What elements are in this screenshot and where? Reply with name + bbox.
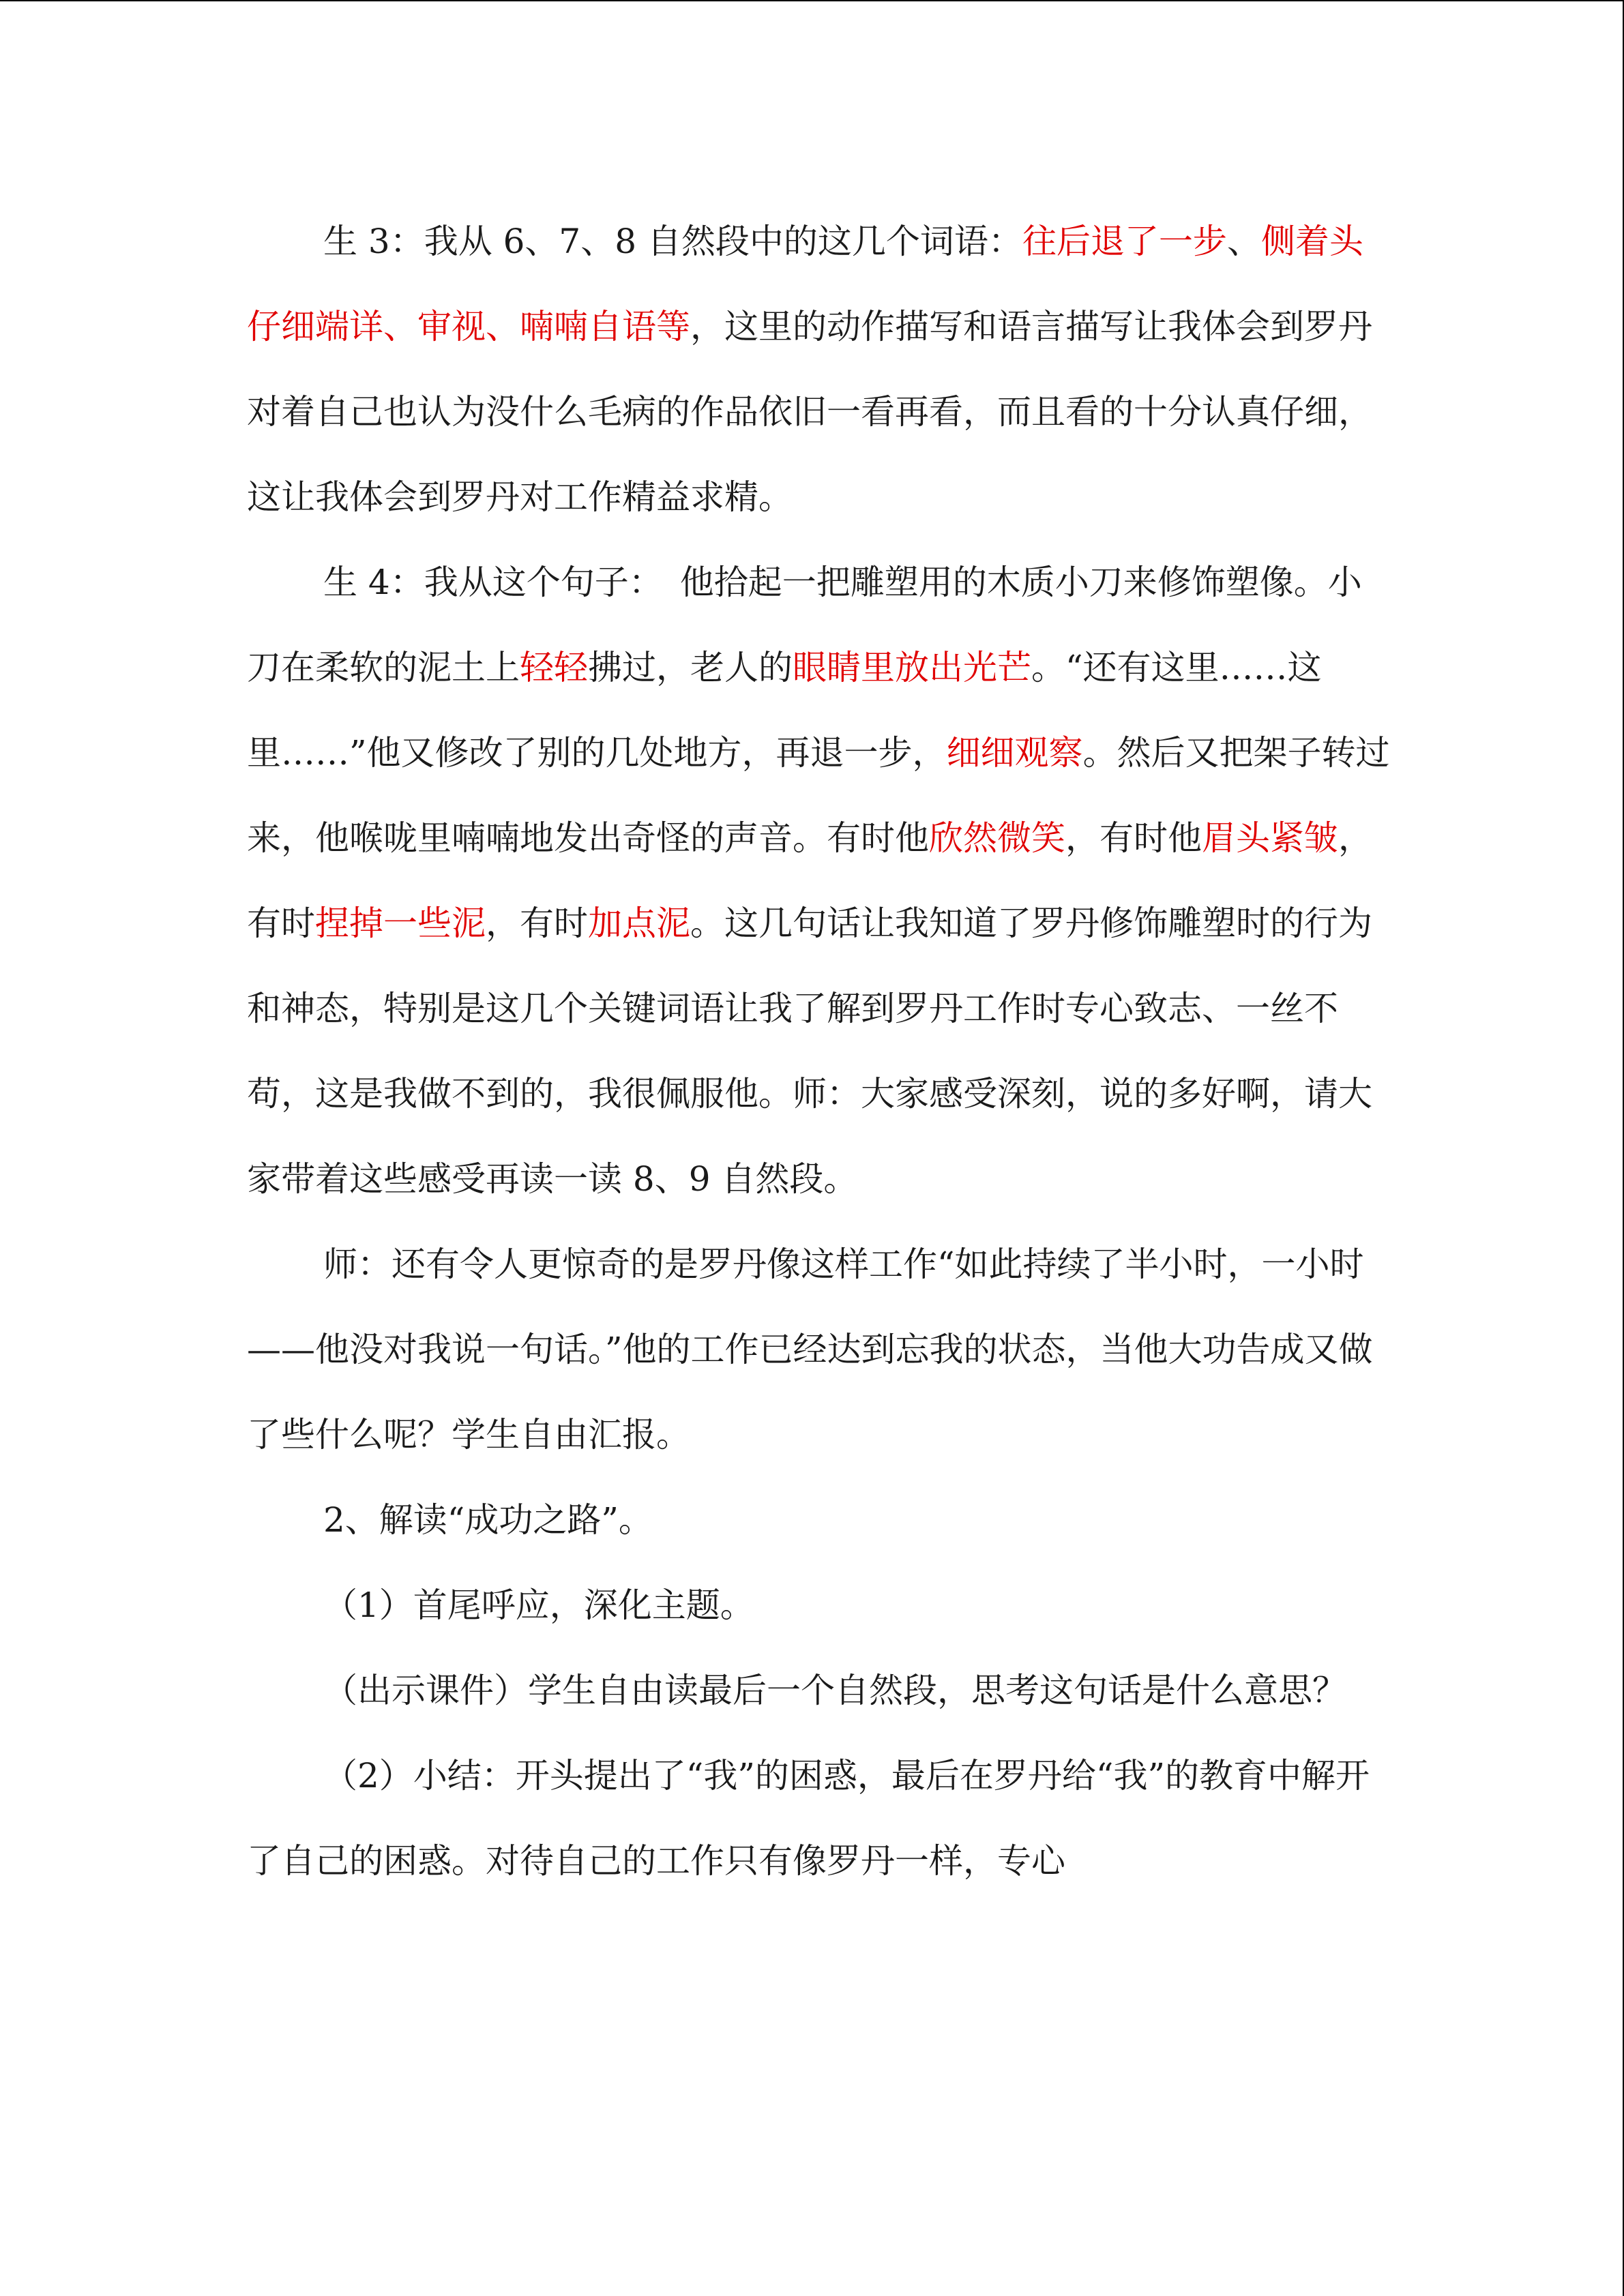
highlighted-text: 往后退了一步 <box>1022 222 1227 261</box>
body-text: 生 4：我从这个句子： 他拾起一把雕塑用的木质小刀来修饰塑像。小刀在柔软的泥土上 <box>247 563 1362 687</box>
highlighted-text: 眼睛里放出光芒 <box>793 648 1031 687</box>
body-text: 。这几句话让我知道了罗丹修饰雕塑时的行为和神态，特别是这几个关键词语让我了解到罗丹工作时专心致志、一丝不苟，这是我做不到的，我很佩服他。师：大家感受深刻，说的多好啊，请大家带着这些感受再读一读 8、9 自然段。 <box>247 904 1372 1199</box>
highlighted-text: 眉头紧皱 <box>1202 818 1338 858</box>
highlighted-text: 捏掉一些泥 <box>315 904 486 943</box>
body-text: 拂过，老人的 <box>588 648 793 687</box>
highlighted-text: 细细观察 <box>946 733 1083 773</box>
paragraph <box>247 1222 1393 1478</box>
body-text: ，有时 <box>247 818 1372 943</box>
document-body <box>247 199 1393 1904</box>
body-text: ，有时 <box>486 904 588 943</box>
paragraph <box>247 540 1393 1222</box>
body-text: 生 3：我从 6、7、8 自然段中的这几个词语： <box>323 222 1022 261</box>
highlighted-text: 轻轻 <box>520 648 588 687</box>
body-text: （出示课件）学生自由读最后一个自然段，思考这句话是什么意思？ <box>323 1671 1346 1710</box>
body-text: 师：还有令人更惊奇的是罗丹像这样工作“如此持续了半小时，一小时——他没对我说一句话。”他的工作已经达到忘我的状态，当他大功告成又做了些什么呢？学生自由汇报。 <box>247 1244 1373 1455</box>
paragraph <box>247 1563 1393 1648</box>
paragraph <box>247 1648 1393 1733</box>
body-text: 、 <box>1226 222 1261 261</box>
body-text: 2、解读“成功之路”。 <box>323 1500 653 1540</box>
paragraph <box>247 1733 1393 1904</box>
body-text: ，有时他 <box>1065 818 1202 858</box>
body-text: ，这里的动作描写和语言描写让我体会到罗丹对着自己也认为没什么毛病的作品依旧一看再看，而且看的十分认真仔细，这让我体会到罗丹对工作精益求精。 <box>247 307 1372 517</box>
body-text: （2）小结：开头提出了“我”的困惑，最后在罗丹给“我”的教育中解开了自己的困惑。对待自己的工作只有像罗丹一样，专心 <box>247 1756 1370 1881</box>
highlighted-text: 侧着头仔细端详、审视、喃喃自语等 <box>247 222 1363 346</box>
highlighted-text: 加点泥 <box>588 904 690 943</box>
body-text: 。“还有这里……这里……”他又修改了别的几处地方，再退一步， <box>247 648 1322 773</box>
body-text: （1）首尾呼应，深化主题。 <box>323 1585 754 1625</box>
highlighted-text: 欣然微笑 <box>929 818 1065 858</box>
paragraph <box>247 1478 1393 1563</box>
body-text: 。然后又把架子转过来，他喉咙里喃喃地发出奇怪的声音。有时他 <box>247 733 1390 858</box>
paragraph <box>247 199 1393 540</box>
